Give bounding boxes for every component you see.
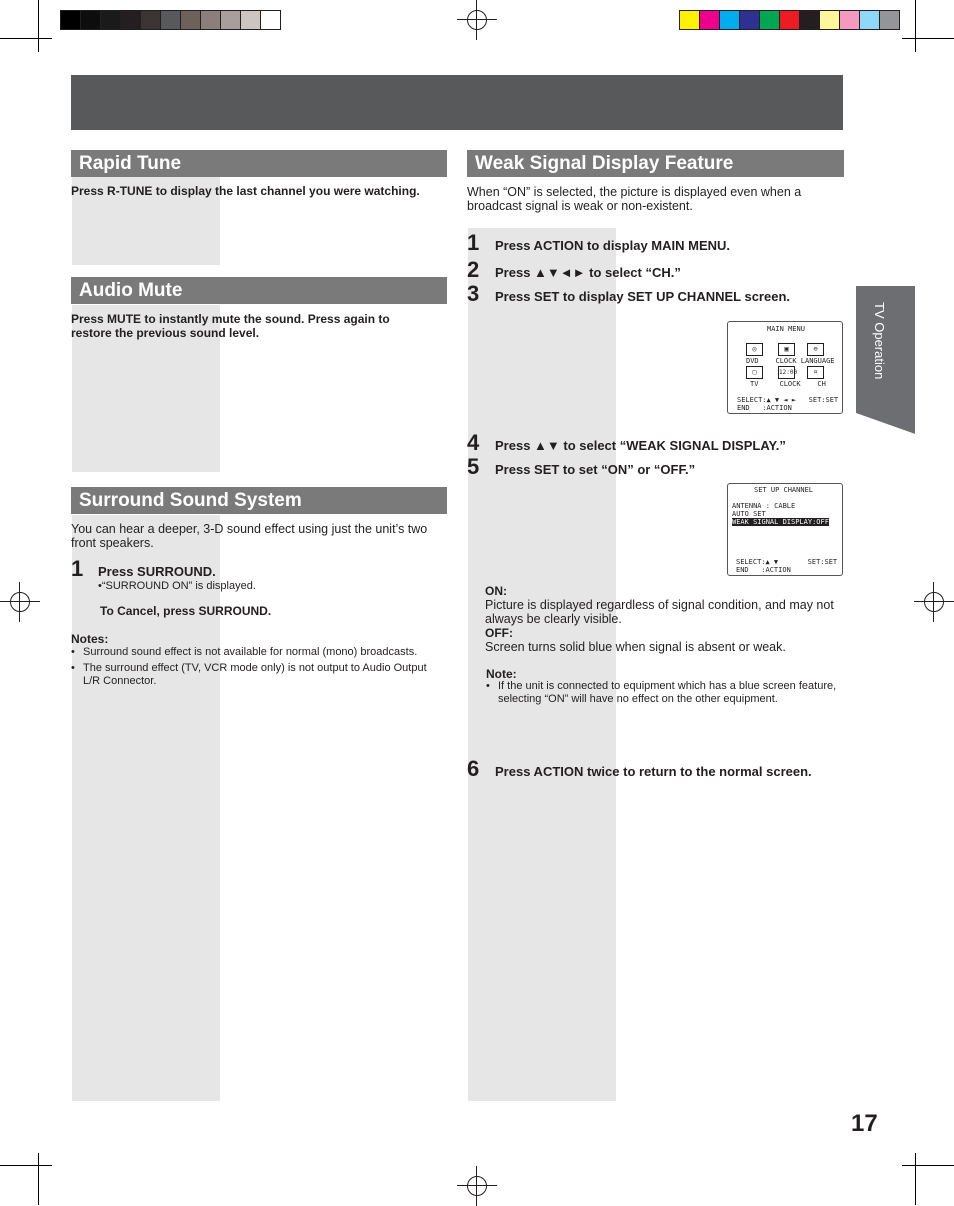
setup-channel-line3: WEAK SIGNAL DISPLAY:OFF [732,518,829,526]
surround-step-number: 1 [71,556,84,581]
rapid-tune-heading: Rapid Tune [71,150,447,177]
color-swatch [679,10,699,30]
crop-mark [0,1165,52,1166]
step-1-text: Press ACTION to display MAIN MENU. [495,238,730,253]
step-5-text: Press SET to set “ON” or “OFF.” [495,462,696,477]
crop-mark [915,0,916,52]
dvd-icon: ◎ [746,343,763,356]
main-menu-footer1: SELECT:▲ ▼ ◄ ► SET:SET [737,396,839,404]
surround-intro-line1: You can hear a deeper, 3-D sound effect using just the unit’s two [71,522,428,536]
section-tab-cut [856,413,915,435]
step-4-text: Press ▲▼ to select “WEAK SIGNAL DISPLAY.” [495,438,786,453]
color-swatch [879,10,900,30]
weak-signal-intro-line1: When “ON” is selected, the picture is displayed even when a [467,185,802,199]
color-swatch [120,10,140,30]
audio-mute-heading: Audio Mute [71,277,447,304]
surround-note-1: Surround sound effect is not available for normal (mono) broadcasts. [83,646,418,658]
crop-mark [902,38,954,39]
color-swatch [240,10,260,30]
color-swatch [60,10,80,30]
section-tab-label: TV Operation [872,302,887,380]
step-2-number: 2 [467,257,480,282]
bullet: • [71,662,75,674]
main-menu-row1-labels: DVD CLOCK LANGUAGE [746,357,835,365]
weak-signal-heading: Weak Signal Display Feature [467,150,844,177]
section-tab [856,286,915,434]
note-title: Note: [486,667,517,681]
color-swatch [759,10,779,30]
audio-mute-body-line2: restore the previous sound level. [71,326,260,340]
page-number: 17 [851,1110,878,1137]
color-swatch [140,10,160,30]
step-5-number: 5 [467,454,480,479]
step-1-number: 1 [467,230,480,255]
setup-channel-line1: ANTENNA : CABLE [732,502,796,510]
step-3-number: 3 [467,281,480,306]
on-text-line2: always be clearly visible. [485,612,622,626]
registration-mark-top [457,0,497,40]
color-swatch [160,10,180,30]
color-swatch [779,10,799,30]
bullet: • [486,680,490,692]
setup-channel-title: SET UP CHANNEL [754,486,814,494]
surround-cancel: To Cancel, press SURROUND. [100,604,272,618]
setup-channel-footer1: SELECT:▲ ▼ SET:SET [736,558,838,566]
surround-step-note: •“SURROUND ON” is displayed. [98,580,256,592]
color-swatch [80,10,100,30]
off-text: Screen turns solid blue when signal is absent or weak. [485,640,786,654]
ch-icon: ¤ [807,366,824,379]
weak-signal-intro-line2: broadcast signal is weak or non-existent. [467,199,693,213]
surround-heading: Surround Sound System [71,487,447,514]
off-label: OFF: [485,626,513,640]
crop-mark [0,38,52,39]
crop-mark [915,1153,916,1205]
step-6-number: 6 [467,756,480,781]
right-column-shade [468,228,616,1101]
color-swatch [699,10,719,30]
crop-mark [902,1165,954,1166]
registration-mark-left [0,582,40,622]
audio-mute-body-line1: Press MUTE to instantly mute the sound. Press again to [71,312,390,326]
color-swatch [100,10,120,30]
color-swatch [260,10,281,30]
left-column-shade [72,515,220,1101]
step-6-text: Press ACTION twice to return to the normal screen. [495,764,812,779]
note-line2: selecting “ON” will have no effect on the other equipment. [498,693,778,705]
registration-mark-right [914,582,954,622]
step-2-text: Press ▲▼◄► to select “CH.” [495,265,681,280]
color-swatch [200,10,220,30]
color-bar [679,10,900,30]
page-banner [71,75,843,130]
step-3-text: Press SET to display SET UP CHANNEL screen. [495,289,791,304]
rapid-tune-body: Press R-TUNE to display the last channel you were watching. [71,184,420,198]
surround-intro-line2: front speakers. [71,536,154,550]
main-menu-footer2: END :ACTION [737,404,792,412]
color-swatch [859,10,879,30]
setup-channel-footer2: END :ACTION [736,566,791,574]
main-menu-row2-labels: TV CLOCK CH [750,380,826,388]
clock-icon: ▣ [778,343,795,356]
color-swatch [220,10,240,30]
surround-notes-title: Notes: [71,632,109,646]
surround-step-text: Press SURROUND. [98,564,216,579]
surround-note-2-cont: L/R Connector. [83,675,157,687]
main-menu-title: MAIN MENU [767,325,805,333]
setup-channel-line2: AUTO SET [732,510,766,518]
setup-channel-screen [727,483,843,576]
bullet: • [71,646,75,658]
color-swatch [819,10,839,30]
crop-mark [38,1153,39,1205]
gray-color-bar [60,10,281,30]
clock-display-icon: 12:00 [778,366,795,379]
surround-note-2: The surround effect (TV, VCR mode only) is not output to Audio Output [83,662,427,674]
color-swatch [739,10,759,30]
color-swatch [719,10,739,30]
on-label: ON: [485,584,507,598]
color-swatch [839,10,859,30]
note-line1: If the unit is connected to equipment which has a blue screen feature, [498,680,837,692]
tv-icon: ▢ [746,366,763,379]
main-menu-screen [727,321,843,414]
language-icon: ⊖ [807,343,824,356]
crop-mark [38,0,39,52]
step-4-number: 4 [467,430,480,455]
registration-mark-bottom [457,1166,497,1206]
color-swatch [180,10,200,30]
color-swatch [799,10,819,30]
on-text-line1: Picture is displayed regardless of signal condition, and may not [485,598,834,612]
